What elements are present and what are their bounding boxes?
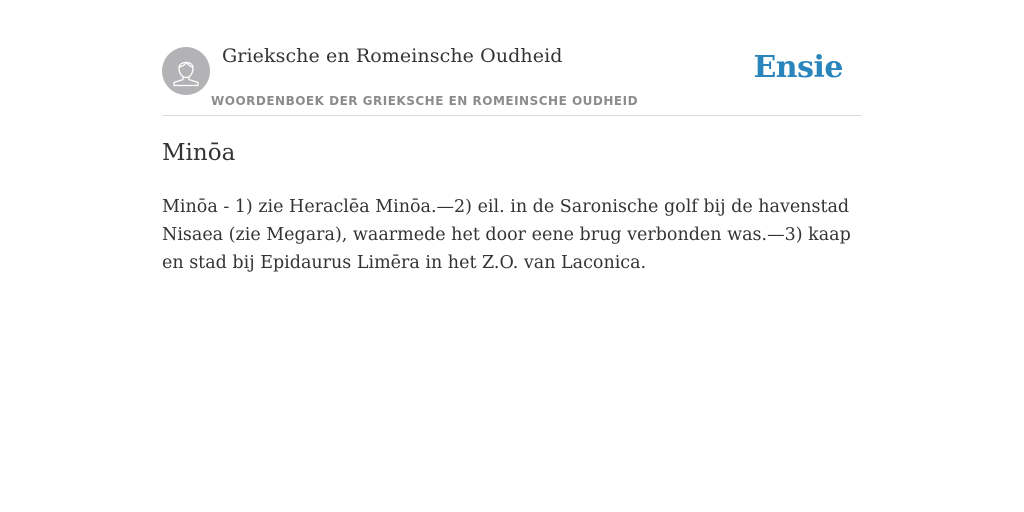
entry-title: Minōa xyxy=(162,140,236,166)
brand-logo[interactable]: Ensie xyxy=(753,50,843,85)
dictionary-title[interactable]: Grieksche en Romeinsche Oudheid xyxy=(222,45,563,67)
content-container xyxy=(162,0,862,273)
entry-body: Minōa - 1) zie Heraclēa Minōa.—2) eil. in de Saronische golf bij de havenstad Nisaea (zie Megara), waarmede het door eene brug verbonden was.—3) kaap en stad bij Epidaurus Limēra in het Z.O. van Laconica. xyxy=(162,197,851,273)
header xyxy=(162,0,862,116)
avatar[interactable] xyxy=(162,47,210,95)
dictionary-subtitle: WOORDENBOEK DER GRIEKSCHE EN ROMEINSCHE OUDHEID xyxy=(211,94,639,108)
user-icon xyxy=(162,47,210,95)
